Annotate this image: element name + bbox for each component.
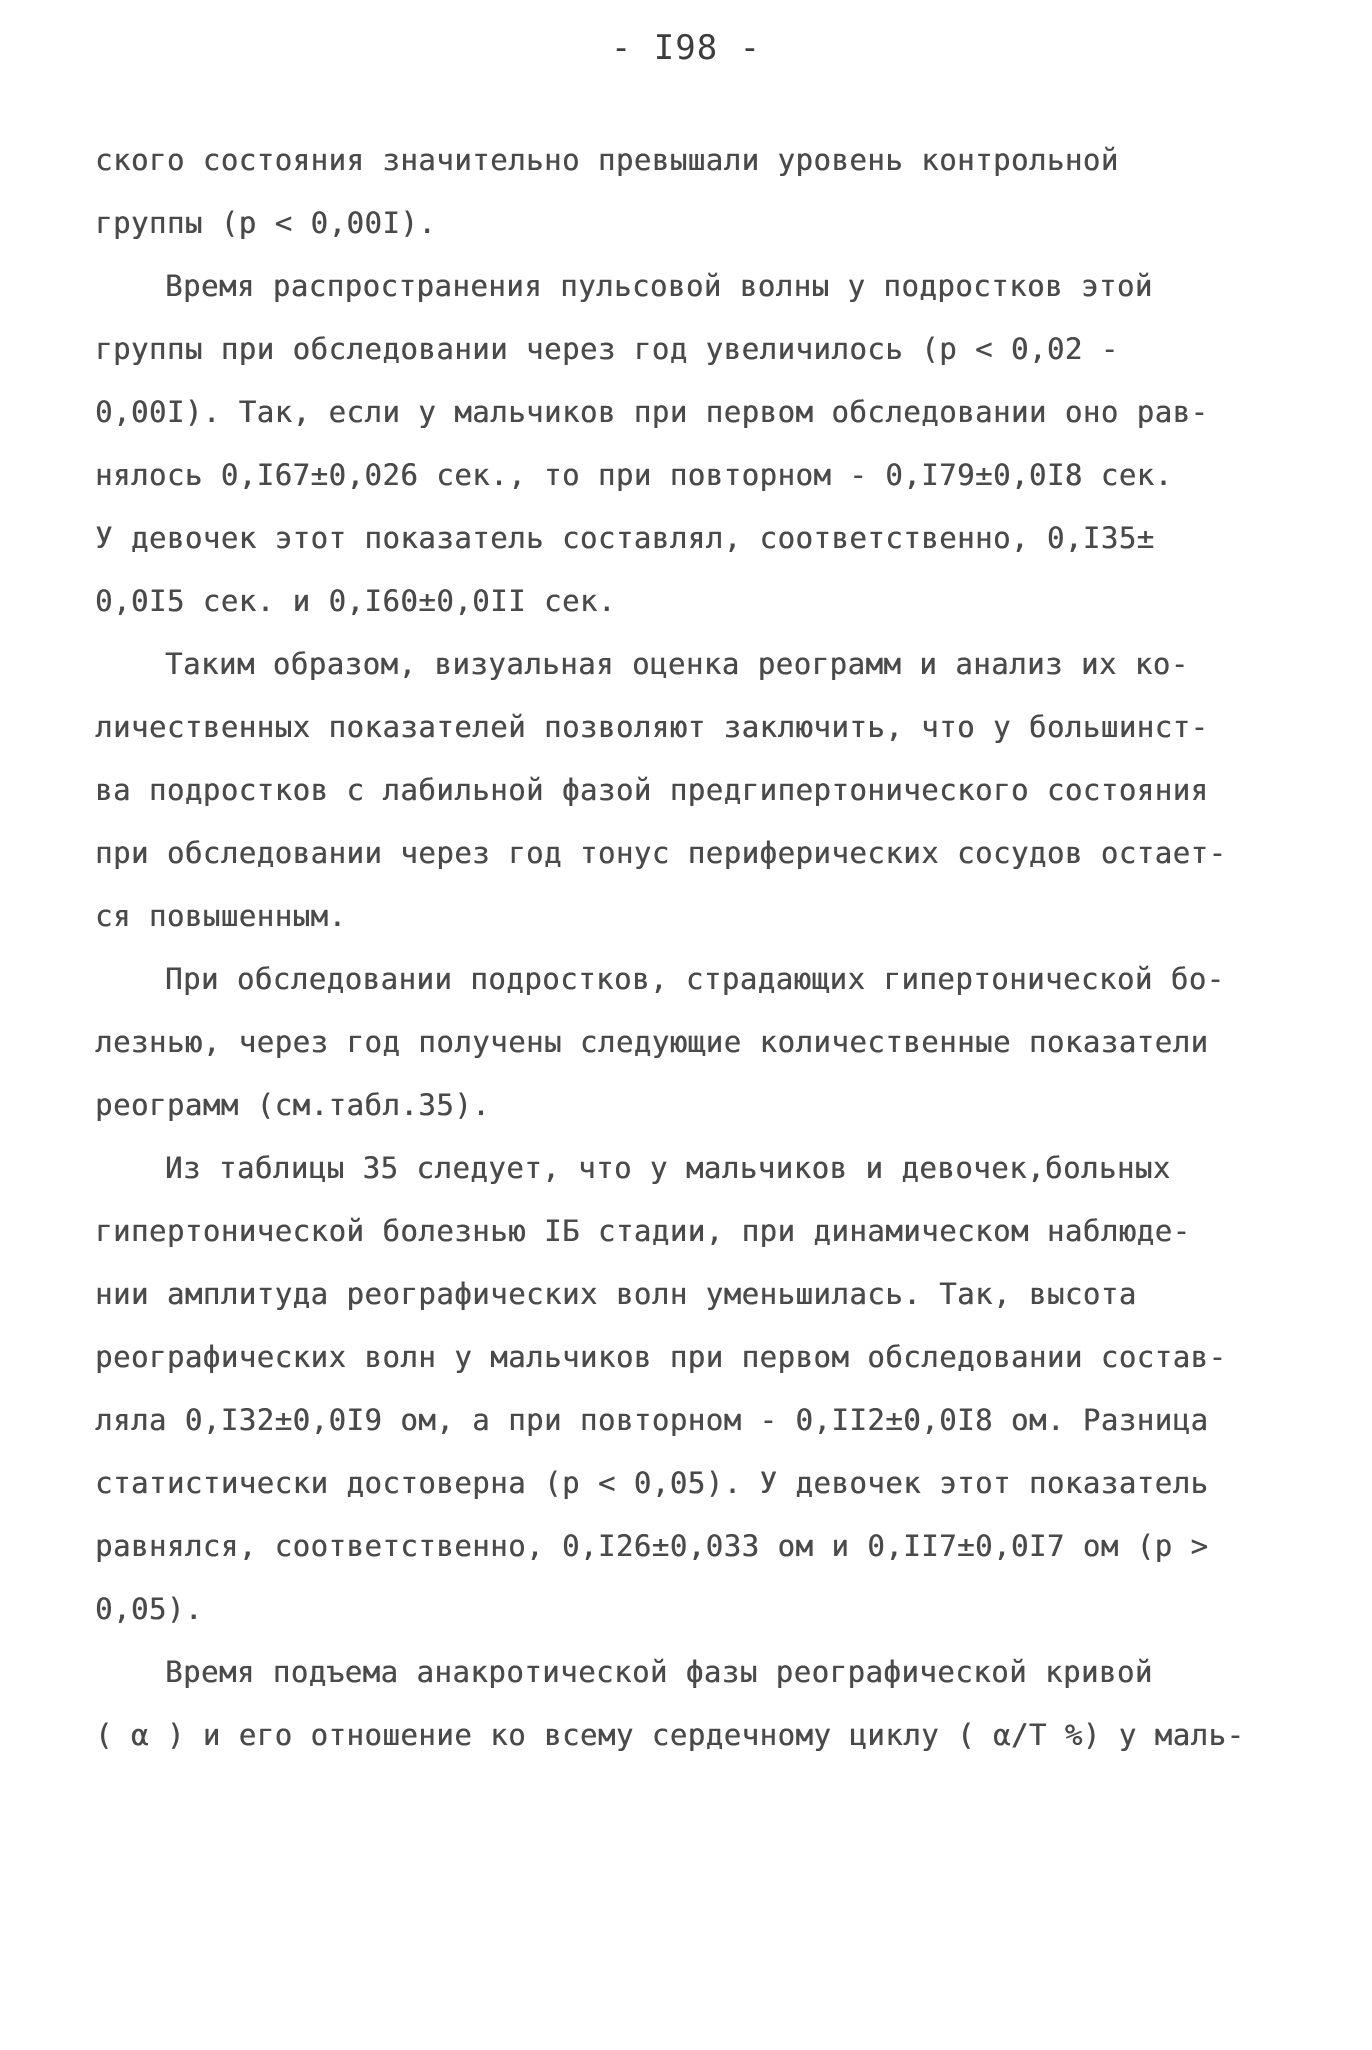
text-line: ( α ) и его отношение ко всему сердечному циклу ( α/T %) у маль- bbox=[95, 1718, 1245, 1752]
text-line: ся повышенным. bbox=[95, 899, 347, 933]
text-line: ского состояния значительно превышали уровень контрольной bbox=[95, 143, 1119, 177]
text-line: равнялся, соответственно, 0,I26±0,033 ом и 0,II7±0,0I7 ом (р > bbox=[95, 1529, 1209, 1563]
text-line: нялось 0,I67±0,026 сек., то при повторном - 0,I79±0,0I8 сек. bbox=[95, 458, 1173, 492]
text-line: Время распространения пульсовой волны у подростков этой bbox=[165, 269, 1153, 303]
text-line: группы при обследовании через год увеличилось (р < 0,02 - bbox=[95, 332, 1119, 366]
text-line: ва подростков с лабильной фазой предгипертонического состояния bbox=[95, 773, 1209, 807]
text-line: Из таблицы 35 следует, что у мальчиков и девочек,больных bbox=[165, 1151, 1171, 1185]
text-line: Таким образом, визуальная оценка реограмм и анализ их ко- bbox=[165, 647, 1189, 681]
text-line: группы (р < 0,00I). bbox=[95, 206, 437, 240]
text-line: Время подъема анакротической фазы реографической кривой bbox=[165, 1655, 1153, 1689]
text-line: статистически достоверна (р < 0,05). У девочек этот показатель bbox=[95, 1466, 1209, 1500]
text-line: нии амплитуда реографических волн уменьшилась. Так, высота bbox=[95, 1277, 1137, 1311]
page-number: - I98 - bbox=[610, 28, 762, 68]
text-line: 0,0I5 сек. и 0,I60±0,0II сек. bbox=[95, 584, 616, 618]
text-line: гипертонической болезнью IБ стадии, при динамическом наблюде- bbox=[95, 1214, 1191, 1248]
text-line: реографических волн у мальчиков при первом обследовании состав- bbox=[95, 1340, 1227, 1374]
text-line: У девочек этот показатель составлял, соответственно, 0,I35± bbox=[95, 521, 1155, 555]
text-line: лезнью, через год получены следующие количественные показатели bbox=[95, 1025, 1209, 1059]
text-line: 0,05). bbox=[95, 1592, 203, 1626]
text-line: При обследовании подростков, страдающих гипертонической бо- bbox=[165, 962, 1225, 996]
text-line: при обследовании через год тонус периферических сосудов остает- bbox=[95, 836, 1227, 870]
text-line: ляла 0,I32±0,0I9 ом, а при повторном - 0,II2±0,0I8 ом. Разница bbox=[95, 1403, 1209, 1437]
text-line: 0,00I). Так, если у мальчиков при первом обследовании оно рав- bbox=[95, 395, 1209, 429]
text-line: личественных показателей позволяют заключить, что у большинст- bbox=[95, 710, 1209, 744]
text-line: реограмм (см.табл.35). bbox=[95, 1088, 491, 1122]
